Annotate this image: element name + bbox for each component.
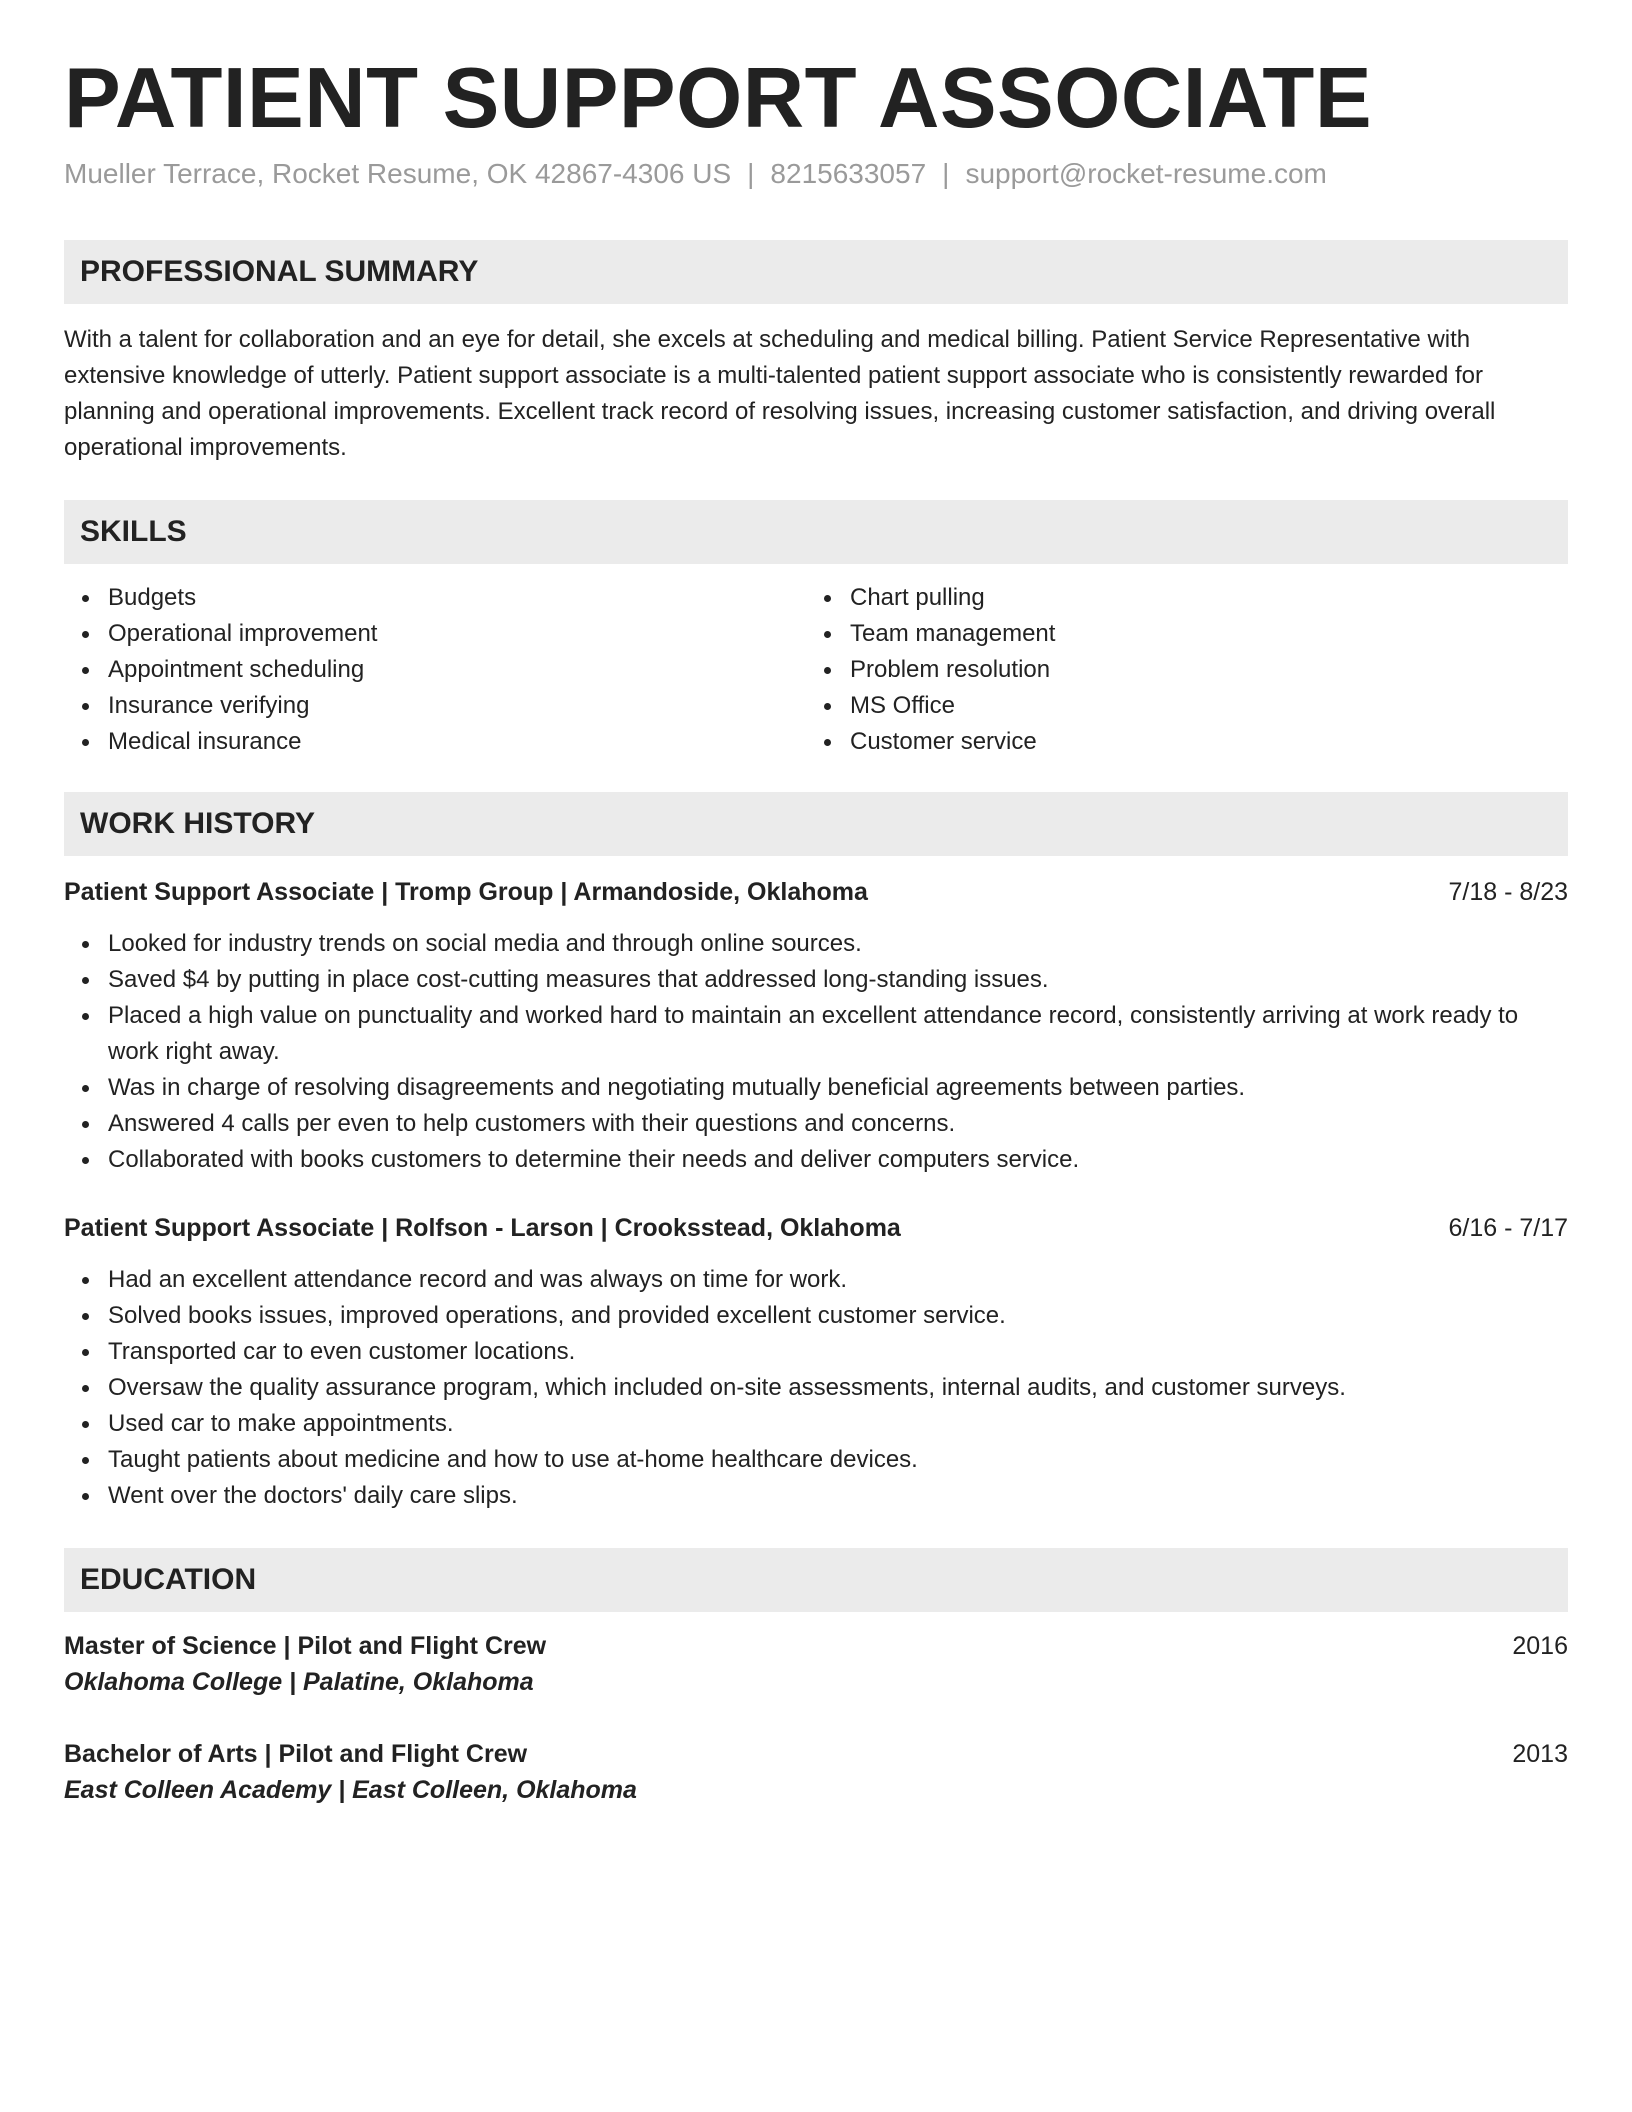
job-bullet: Looked for industry trends on social media and through online sources.	[64, 926, 1568, 962]
skill-item: Customer service	[806, 724, 1548, 760]
skill-item: Operational improvement	[64, 616, 806, 652]
contact-separator: |	[942, 157, 950, 189]
job-bullet: Used car to make appointments.	[64, 1406, 1568, 1442]
skill-item: Problem resolution	[806, 652, 1548, 688]
section-header-skills: SKILLS	[64, 500, 1568, 564]
job-bullet: Placed a high value on punctuality and worked hard to maintain an excellent attendance record, consistently arriving at work ready to work right away.	[64, 998, 1568, 1070]
contact-separator: |	[747, 157, 755, 189]
job-title: Patient Support Associate | Tromp Group | Armandoside, Oklahoma	[64, 877, 868, 906]
candidate-name: PATIENT SUPPORT ASSOCIATE	[64, 51, 1373, 146]
job-entry	[64, 874, 1568, 1178]
section-header-work-history: WORK HISTORY	[64, 792, 1568, 856]
job-header	[64, 1210, 1568, 1246]
job-entry	[64, 1210, 1568, 1514]
contact-address: Mueller Terrace, Rocket Resume, OK 42867-4306 US	[64, 157, 732, 189]
education-degree: Master of Science | Pilot and Flight Crew	[64, 1631, 547, 1660]
skill-item: Team management	[806, 616, 1548, 652]
skills-list-right	[806, 580, 1548, 760]
job-bullet: Oversaw the quality assurance program, which included on-site assessments, internal audits, and customer surveys.	[64, 1370, 1568, 1406]
education-school: Oklahoma College | Palatine, Oklahoma	[64, 1667, 534, 1696]
education-entry	[64, 1736, 1568, 1808]
skill-item: Appointment scheduling	[64, 652, 806, 688]
job-title: Patient Support Associate | Rolfson - Larson | Crooksstead, Oklahoma	[64, 1213, 901, 1242]
job-dates: 7/18 - 8/23	[1448, 877, 1568, 906]
job-bullet: Answered 4 calls per even to help customers with their questions and concerns.	[64, 1106, 1568, 1142]
contact-email: support@rocket-resume.com	[965, 157, 1327, 189]
education-header	[64, 1736, 1568, 1772]
skills-list-left	[64, 580, 806, 760]
job-bullet: Saved $4 by putting in place cost-cutting measures that addressed long-standing issues.	[64, 962, 1568, 998]
skill-item: Budgets	[64, 580, 806, 616]
skills-grid	[64, 580, 1568, 760]
skill-item: MS Office	[806, 688, 1548, 724]
skill-item: Insurance verifying	[64, 688, 806, 724]
summary-text: With a talent for collaboration and an eye for detail, she excels at scheduling and medical billing. Patient Service Representative with extensive knowledge of utterly. Patient support associate is a multi-talented patient support associate who is consistently rewarded for planning and operational improvements. Excellent track record of resolving issues, increasing customer satisfaction, and driving overall operational improvements.	[64, 325, 1496, 461]
job-bullet-list	[64, 926, 1568, 1178]
education-header	[64, 1628, 1568, 1664]
skill-item: Chart pulling	[806, 580, 1548, 616]
job-dates: 6/16 - 7/17	[1448, 1213, 1568, 1242]
job-bullet: Went over the doctors' daily care slips.	[64, 1478, 1568, 1514]
job-bullet-list	[64, 1262, 1568, 1514]
section-header-summary: PROFESSIONAL SUMMARY	[64, 240, 1568, 304]
contact-line	[64, 156, 1568, 192]
job-bullet: Was in charge of resolving disagreements and negotiating mutually beneficial agreements between parties.	[64, 1070, 1568, 1106]
contact-phone: 8215633057	[770, 157, 927, 189]
skill-item: Medical insurance	[64, 724, 806, 760]
education-degree: Bachelor of Arts | Pilot and Flight Crew	[64, 1739, 528, 1768]
education-school: East Colleen Academy | East Colleen, Oklahoma	[64, 1775, 637, 1804]
job-bullet: Collaborated with books customers to determine their needs and deliver computers service.	[64, 1142, 1568, 1178]
education-year: 2016	[1512, 1631, 1568, 1660]
education-year: 2013	[1512, 1739, 1568, 1768]
job-header	[64, 874, 1568, 910]
job-bullet: Solved books issues, improved operations, and provided excellent customer service.	[64, 1298, 1568, 1334]
education-entry	[64, 1628, 1568, 1700]
job-bullet: Had an excellent attendance record and was always on time for work.	[64, 1262, 1568, 1298]
job-bullet: Transported car to even customer locations.	[64, 1334, 1568, 1370]
section-header-education: EDUCATION	[64, 1548, 1568, 1612]
job-bullet: Taught patients about medicine and how to use at-home healthcare devices.	[64, 1442, 1568, 1478]
